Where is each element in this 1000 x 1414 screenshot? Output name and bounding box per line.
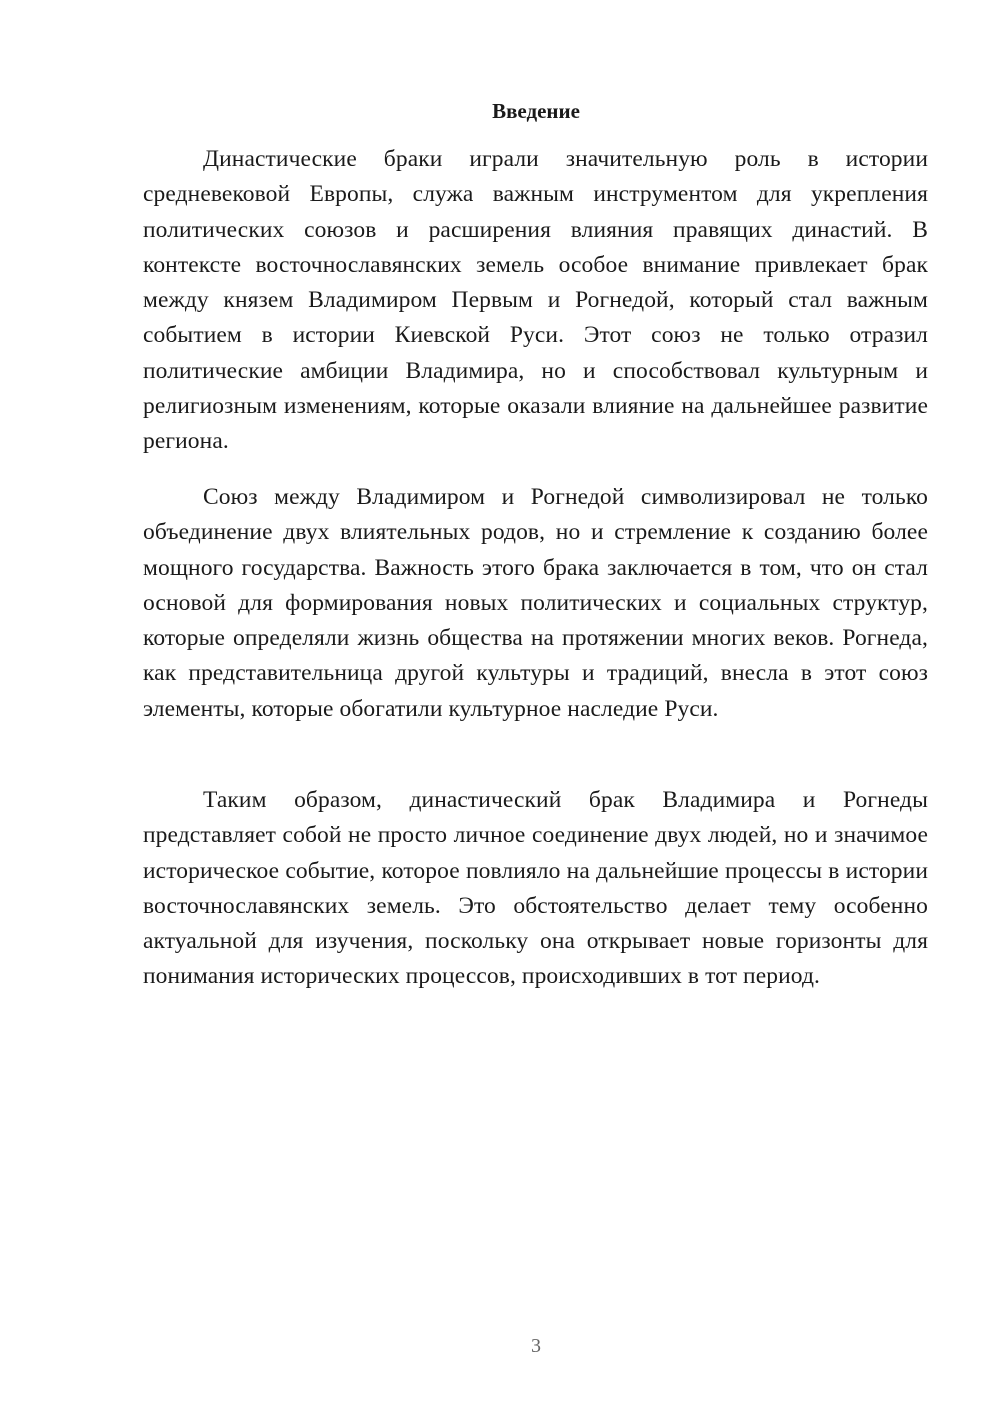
section-heading: Введение: [492, 99, 580, 123]
paragraph-2: Союз между Владимиром и Рогнедой символизировал не только объединение двух влиятельных родов, но и стремление к созданию более мощного государства. Важность этого брака заключается в том, что он стал основой для формирования новых политических и социальных структур, которые определяли жизнь общества на протяжении многих веков. Рогнеда, как представительница другой культуры и традиций, внесла в этот союз элементы, которые обогатили культурное наследие Руси.: [143, 484, 928, 722]
paragraph-3: Таким образом, династический брак Владимира и Рогнеды представляет собой не просто личное соединение двух людей, но и значимое историческое событие, которое повлияло на дальнейшие процессы в истории восточнославянских земель. Это обстоятельство делает тему особенно актуальной для изучения, поскольку она открывает новые горизонты для понимания исторических процессов, происходивших в тот период.: [143, 787, 928, 990]
paragraph-1: Династические браки играли значительную роль в истории средневековой Европы, служа важным инструментом для укрепления политических союзов и расширения влияния правящих династий. В контексте восточнославянских земель особое внимание привлекает брак между князем Владимиром Первым и Рогнедой, который стал важным событием в истории Киевской Руси. Этот союз не только отразил политические амбиции Владимира, но и способствовал культурным и религиозным изменениям, которые оказали влияние на дальнейшее развитие региона.: [143, 146, 928, 455]
page-number: 3: [531, 1335, 541, 1357]
